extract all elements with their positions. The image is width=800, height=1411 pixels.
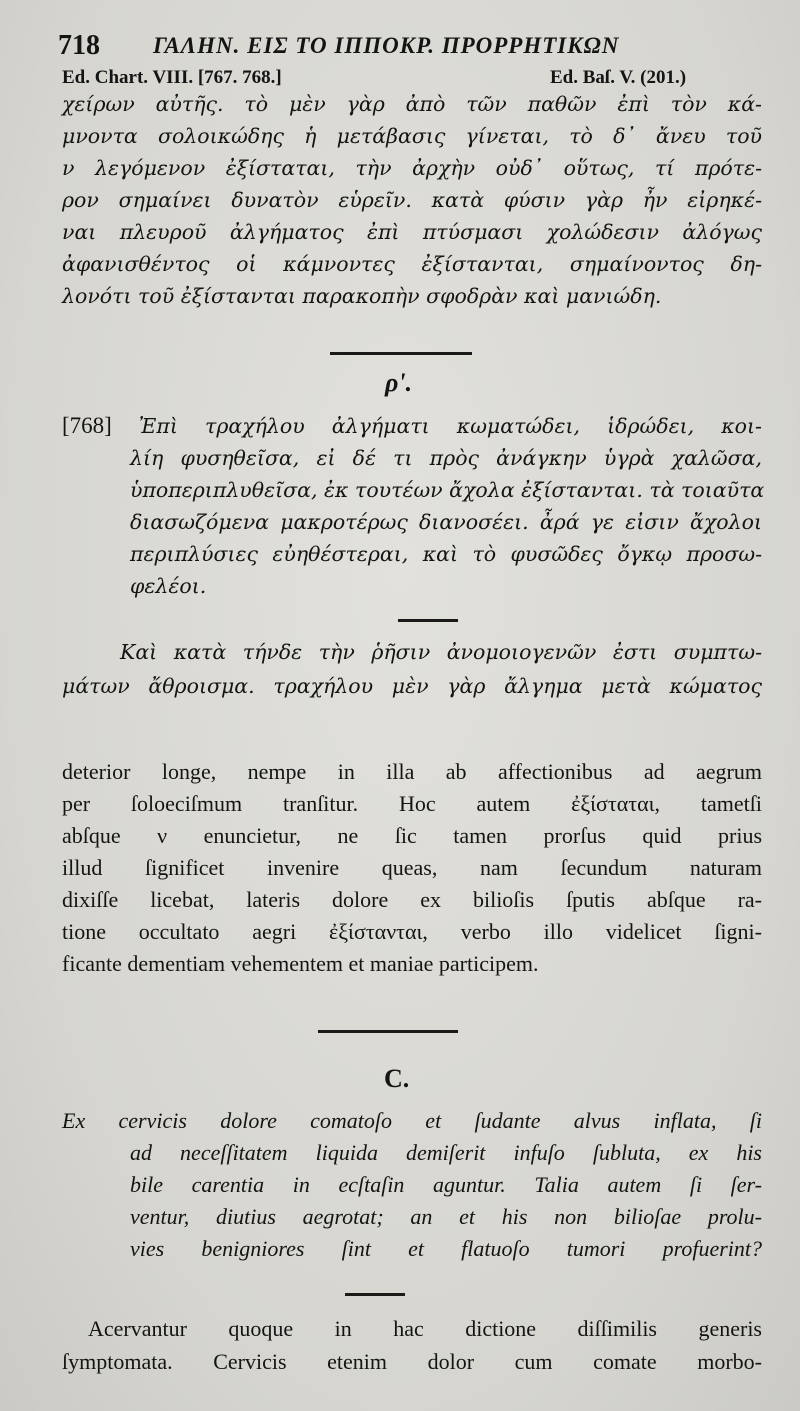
page-header [58, 30, 758, 70]
text-line [62, 410, 762, 442]
text-line: ἀφανισθέντος οἱ κάμνοντες ἐξίστανται, σημαίνοντος δη- [62, 252, 762, 276]
text-line: διασωζόμενα μακροτέρως διανοσέει. ἆρά γε εἰσιν ἄχολοι [130, 510, 762, 534]
text-line: λονότι τοῦ ἐξίστανται παρακοπὴν σφοδρὰν καὶ μανιώδη. [62, 284, 662, 308]
text-line: ficante dementiam vehementem et maniae participem. [62, 951, 539, 976]
text-line: dixiſſe licebat, lateris dolore ex bilioſis ſputis abſque ra- [62, 887, 762, 912]
text-line: Acervantur quoque in hac dictione diſſimilis generis [88, 1316, 762, 1341]
greek-commentary-1 [62, 88, 762, 312]
running-title: ΓΑΛΗΝ. ΕΙΣ ΤΟ ΙΠΠΟΚΡ. ΠΡΟΡΡΗΤΙΚΩΝ [153, 33, 620, 58]
text-line: Ex cervicis dolore comatoſo et ſudante alvus inflata, ſi [62, 1108, 762, 1133]
text-line: vies benigniores ſint et flatuoſo tumori profuerint? [130, 1236, 762, 1261]
latin-commentary-2-cont [62, 1346, 762, 1378]
text-line: per ſoloeciſmum tranſitur. Hoc autem ἐξίσταται, tametſi [62, 791, 762, 816]
text-line: ρον σημαίνει δυνατὸν εὑρεῖν. κατὰ φύσιν γὰρ ἦν εἰρηκέ- [62, 188, 762, 212]
text-line: ſymptomata. Cervicis etenim dolor cum comate morbo- [62, 1349, 762, 1374]
text-line: λίη φυσηθεῖσα, εἰ δέ τι πρὸς ἀνάγκην ὑγρὰ χαλῶσα, [130, 446, 762, 470]
latin-section-numeral: C. [384, 1064, 410, 1093]
section-divider [345, 1293, 405, 1296]
latin-aphorism-text [62, 1105, 762, 1265]
text-line: μάτων ἄθροισμα. τραχήλου μὲν γὰρ ἄλγημα μετὰ κώματος [62, 674, 762, 698]
text-line: deterior longe, nempe in illa ab affectionibus ad aegrum [62, 759, 762, 784]
page-number: 718 [58, 30, 100, 61]
text-line: illud ſignificet invenire queas, nam ſecundum naturam [62, 855, 762, 880]
text-line: φελέοι. [130, 574, 207, 598]
text-line: ὑποπεριπλυθεῖσα, ἐκ τουτέων ἄχολα ἐξίστανται. τὰ τοιαῦτα [130, 478, 765, 502]
text-line: abſque ν enuncietur, ne ſic tamen prorſus quid prius [62, 823, 762, 848]
text-line: ventur, diutius aegrotat; an et his non bilioſae prolu- [130, 1204, 762, 1229]
text-line: ν λεγόμενον ἐξίσταται, τὴν ἀρχὴν οὐδ᾽ οὕτως, τί πρότε- [62, 156, 762, 180]
greek-commentary-2 [120, 636, 762, 668]
text-line: ναι πλευροῦ ἀλγήματος ἐπὶ πτύσμασι χολώδεσιν ἀλόγως [62, 220, 762, 244]
page-reference: [768] [62, 413, 112, 438]
text-line: χείρων αὐτῆς. τὸ μὲν γὰρ ἀπὸ τῶν παθῶν ἐπὶ τὸν κά- [62, 92, 762, 116]
section-divider [398, 619, 458, 622]
text-line: ad neceſſitatem liquida demiſerit infuſo ſubluta, ex his [130, 1140, 762, 1165]
text-line: bile carentia in ecſtaſin aguntur. Talia autem ſi ſer- [130, 1172, 762, 1197]
text-line: μνοντα σολοικώδης ἡ μετάβασις γίνεται, τὸ δ᾽ ἄνευ τοῦ [62, 124, 762, 148]
latin-commentary-1 [62, 756, 762, 980]
section-divider [330, 352, 472, 355]
latin-commentary-2 [88, 1313, 762, 1345]
text-line: tione occultato aegri ἐξίστανται, verbo illo videlicet ſigni- [62, 919, 762, 944]
text-line: Καὶ κατὰ τήνδε τὴν ῥῆσιν ἀνομοιογενῶν ἐστι συμπτω- [120, 640, 762, 664]
text-line: περιπλύσιες εὐηθέστεραι, καὶ τὸ φυσῶδες ὄγκῳ προσω- [130, 542, 762, 566]
greek-aphorism-text [62, 410, 765, 602]
text-line-content: Ἐπὶ τραχήλου ἀλγήματι κωματώδει, ἱδρώδει, κοι- [138, 414, 762, 438]
greek-section-numeral: ρ'. [385, 368, 413, 397]
greek-commentary-2-cont [62, 670, 762, 702]
edition-reference-chartier: Ed. Chart. VIII. [767. 768.] [62, 67, 282, 88]
section-divider [318, 1030, 458, 1033]
edition-reference-basel: Ed. Baſ. V. (201.) [550, 67, 687, 88]
